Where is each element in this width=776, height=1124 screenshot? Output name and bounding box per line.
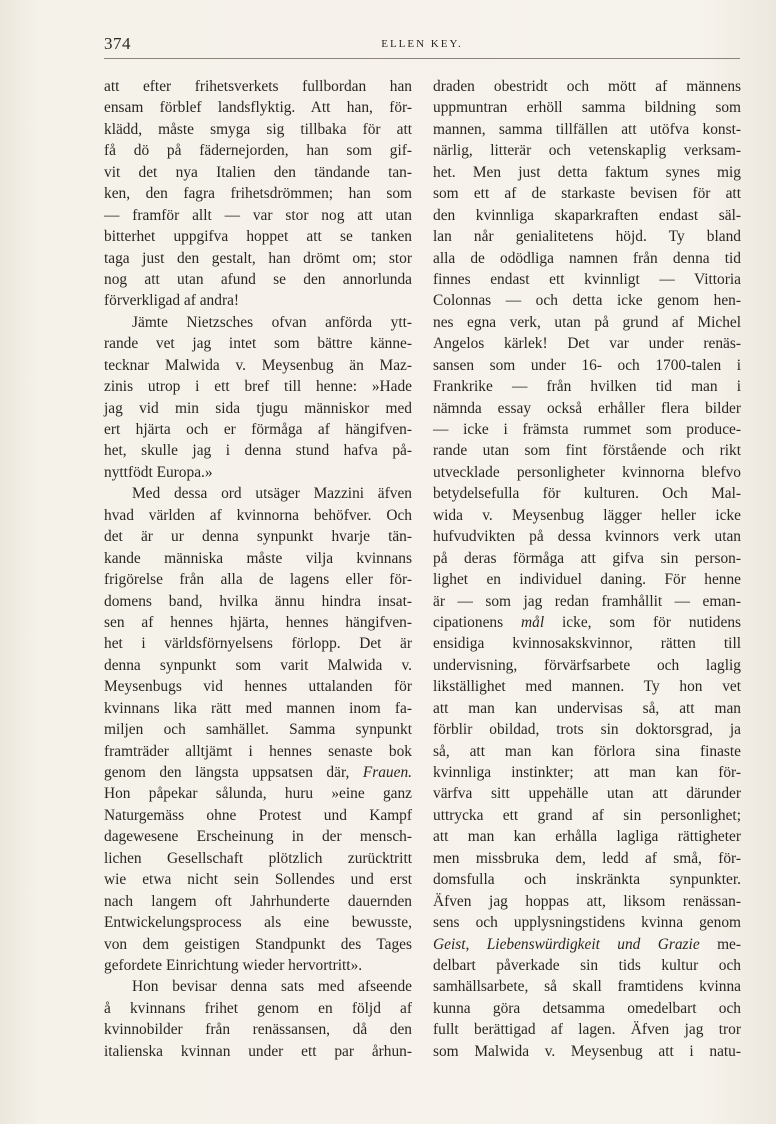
text-line <box>433 1019 741 1040</box>
text-line <box>433 891 741 912</box>
line-text: ensidiga kvinnosakskvinnor, rätten till <box>433 635 741 653</box>
text-line <box>104 891 412 912</box>
text-line <box>104 805 412 826</box>
text-line <box>433 376 741 397</box>
text-line <box>433 269 741 290</box>
italic-text: Geist, Liebenswürdigkeit und Grazie <box>433 935 700 953</box>
line-text: Hon påpekar sålunda, huru »eine ganz <box>104 785 412 803</box>
line-text: genom den längsta uppsatsen där, <box>104 764 350 781</box>
line-text: närlig, litterär och vetenskaplig verksam- <box>433 142 741 160</box>
line-text: kande människa måste vilja kvinnans <box>104 549 412 567</box>
line-text: wie etwa nicht sein Sollendes und erst <box>104 871 412 889</box>
line-text: Hon bevisar denna sats med afseende <box>132 978 412 996</box>
text-line <box>104 976 412 997</box>
text-line <box>433 440 741 461</box>
line-text: icke, som för nutidens <box>562 613 741 631</box>
line-text: dagewesene Erscheinung in der mensch- <box>104 828 412 846</box>
line-text: het. Men just detta faktum synes mig <box>433 163 741 181</box>
text-line <box>104 269 412 290</box>
text-line <box>433 462 741 483</box>
line-text: sens och upplysningstidens kvinna genom <box>433 914 741 932</box>
line-text: zinis utrop i ett bref till henne: »Hade <box>104 378 412 396</box>
line-text: men missbruka dem, ledd af små, för- <box>433 849 741 867</box>
text-line <box>104 505 412 526</box>
text-line <box>104 783 412 804</box>
text-line <box>104 419 412 440</box>
text-line <box>104 655 412 676</box>
text-line <box>433 762 741 783</box>
text-line <box>433 162 741 183</box>
line-text: Entwickelungsprocess als eine bewusste, <box>104 914 412 932</box>
text-line <box>104 462 412 483</box>
text-line <box>433 312 741 333</box>
text-line <box>433 483 741 504</box>
text-line <box>433 548 741 569</box>
line-text: lan når genialitetens höjd. Ty bland <box>433 228 741 246</box>
text-line <box>433 934 741 955</box>
line-text: nes egna verk, utan på grund af Michel <box>433 313 741 331</box>
text-line <box>433 676 741 697</box>
line-text: domens band, hvilka ännu hindra insat- <box>104 592 412 610</box>
line-text: finnes endast ett kvinnligt — Vittoria <box>433 270 741 288</box>
line-text: lighet en individuel daning. För henne <box>433 571 741 589</box>
text-line <box>104 333 412 354</box>
line-text: rande vet jag intet som bättre känne- <box>104 335 412 353</box>
line-text: betydelsefulla för kulturen. Och Mal- <box>433 485 741 503</box>
line-text: är — som jag redan framhållit — eman- <box>433 592 741 610</box>
text-line <box>104 290 412 311</box>
text-line <box>433 912 741 933</box>
line-text: ken, den fagra frihetsdrömmen; han som <box>104 185 412 203</box>
text-line <box>104 762 412 783</box>
line-text: — icke i främsta rummet som produce- <box>433 421 741 438</box>
running-head: ELLEN KEY. <box>381 38 463 50</box>
text-line <box>433 976 741 997</box>
line-text: fullt berättigad af lagen. Äfven jag tror <box>433 1021 741 1039</box>
line-text: gefordete Einrichtung wieder hervortritt». <box>104 956 363 974</box>
line-text: Jämte Nietzsches ofvan anförda ytt- <box>132 313 412 331</box>
page-header <box>104 34 740 58</box>
line-text: som Malwida v. Meysenbug att i natu- <box>433 1042 741 1060</box>
text-line <box>104 569 412 590</box>
line-text: nämnda essay också erhåller flera bilder <box>433 399 741 417</box>
line-text: förblir obildad, trots sin doktorsgrad, ja <box>433 721 741 739</box>
line-text: Naturgemäss ohne Protest und Kampf <box>104 806 412 824</box>
text-line <box>104 633 412 654</box>
line-text: mannen, samma tillfällen att utöfva konst- <box>433 120 741 138</box>
line-text: framträder alltjämt i hennes senaste bok <box>104 742 412 760</box>
line-text: kunna göra detsamma omedelbart och <box>433 999 741 1017</box>
text-line <box>433 741 741 762</box>
line-text: denna synpunkt som varit Malwida v. <box>104 656 412 674</box>
text-line <box>104 526 412 547</box>
text-line <box>433 826 741 847</box>
text-line <box>433 505 741 526</box>
text-line <box>433 612 741 633</box>
text-line <box>104 591 412 612</box>
line-text: Äfven jag hoppas att, liksom renässan- <box>433 892 741 910</box>
text-line <box>104 719 412 740</box>
text-line <box>433 290 741 311</box>
text-line <box>104 955 412 976</box>
line-text: samhällsarbete, så skall framtidens kvinna <box>433 978 741 996</box>
text-line <box>433 569 741 590</box>
line-text: kvinnobilder från renässansen, då den <box>104 1021 412 1039</box>
text-line <box>104 612 412 633</box>
line-text: von dem geistigen Standpunkt des Tages <box>104 935 412 953</box>
line-text: så, att man kan förlora sina finaste <box>433 742 741 760</box>
line-text: att efter frihetsverkets fullbordan han <box>104 78 412 95</box>
text-line <box>104 162 412 183</box>
line-text: — framför allt — var stor nog att utan <box>104 206 412 224</box>
text-line <box>433 419 741 440</box>
text-line <box>104 76 412 97</box>
text-line <box>104 912 412 933</box>
text-line <box>433 1041 741 1062</box>
line-text: å kvinnans frihet genom en följd af <box>104 999 412 1017</box>
text-line <box>104 483 412 504</box>
text-line <box>104 741 412 762</box>
line-text: ert hjärta och er förmåga af hängifven- <box>104 421 412 438</box>
line-text: me- <box>717 935 741 953</box>
text-line <box>433 998 741 1019</box>
right-column <box>433 76 741 1062</box>
header-rule <box>104 58 740 59</box>
line-text: som ett af de starkaste bevisen för att <box>433 185 741 203</box>
text-line <box>104 826 412 847</box>
line-text: uppmuntran erhöll samma bildning som <box>433 99 741 117</box>
text-line <box>104 998 412 1019</box>
line-text: värfva sitt uppehälle utan att därunder <box>433 785 741 803</box>
line-text: ensam förblef landsflyktig. Att han, för- <box>104 99 412 117</box>
text-line <box>433 848 741 869</box>
text-line <box>104 676 412 697</box>
text-line <box>104 376 412 397</box>
line-text: alla de odödliga namnen från denna tid <box>433 249 741 267</box>
line-text: domsfulla och inskränkta synpunkter. <box>433 871 741 889</box>
text-line <box>433 398 741 419</box>
text-line <box>104 205 412 226</box>
line-text: klädd, måste smyga sig tillbaka för att <box>104 120 412 138</box>
line-text: kvinnans lika rätt med mannen inom fa- <box>104 699 412 717</box>
page-number: 374 <box>104 34 131 53</box>
line-text: Meysenbugs vid hennes uttalanden för <box>104 678 412 696</box>
text-line <box>104 869 412 890</box>
text-line <box>104 698 412 719</box>
line-text: sansen som under 16- och 1700-talen i <box>433 356 741 374</box>
line-text: undervisning, förvärfsarbete och laglig <box>433 656 741 674</box>
line-text: Frankrike — från hvilken tid man i <box>433 378 741 396</box>
text-line <box>104 1041 412 1062</box>
text-line <box>104 398 412 419</box>
text-line <box>104 226 412 247</box>
line-text: frigörelse från alla de lagens eller för- <box>104 571 412 589</box>
italic-text: Frauen. <box>362 764 412 781</box>
line-text: på deras förmåga att gifva sin person- <box>433 549 741 567</box>
text-line <box>433 633 741 654</box>
line-text: hufvudvikten på dessa kvinnors verk utan <box>433 528 741 546</box>
left-column <box>104 76 412 1062</box>
line-text: Colonnas — och detta icke genom hen- <box>433 292 741 310</box>
text-line <box>433 97 741 118</box>
text-line <box>433 140 741 161</box>
line-text: kvinnliga instinkter; att man kan för- <box>433 764 741 781</box>
line-text: rande utan som fint förstående och rikt <box>433 442 741 460</box>
line-text: den kvinnliga skaparkraften endast säl- <box>433 206 741 224</box>
text-line <box>104 355 412 376</box>
line-text: wida v. Meysenbug lägger heller icke <box>433 506 741 524</box>
text-line <box>104 1019 412 1040</box>
text-line <box>104 248 412 269</box>
line-text: lichen Gesellschaft plötzlich zurücktritt <box>104 849 412 867</box>
line-text: taga just den gestalt, han drömt om; stor <box>104 249 412 267</box>
text-line <box>433 955 741 976</box>
text-line <box>433 698 741 719</box>
text-line <box>433 248 741 269</box>
text-line <box>433 719 741 740</box>
text-line <box>433 355 741 376</box>
line-text: draden obestridt och mött af männens <box>433 78 741 95</box>
text-line <box>104 548 412 569</box>
text-line <box>433 119 741 140</box>
line-text: att man kan undervisas så, att man <box>433 699 741 717</box>
text-line <box>433 76 741 97</box>
line-text: hvad världen af kvinnorna behöfver. Och <box>104 506 412 524</box>
line-text: uttrycka ett grand af sin personlighet; <box>433 806 741 824</box>
line-text: förverkligad af andra! <box>104 292 240 310</box>
text-line <box>104 183 412 204</box>
line-text: tecknar Malwida v. Meysenbug än Maz- <box>104 356 412 374</box>
line-text: miljen och samhället. Samma synpunkt <box>104 721 412 739</box>
text-line <box>433 205 741 226</box>
text-line <box>104 440 412 461</box>
line-text: få dö på fädernejorden, han som gif- <box>104 142 412 160</box>
line-text: bitterhet uppgifva hoppet att se tanken <box>104 228 412 246</box>
text-line <box>104 140 412 161</box>
line-text: att man kan erhålla lagliga rättigheter <box>433 828 741 846</box>
line-text: nach langem oft Jahrhunderte dauernden <box>104 892 412 910</box>
text-line <box>433 869 741 890</box>
line-text: delbart påverkade sin tids kultur och <box>433 956 741 974</box>
line-text: nog att utan afund se den annorlunda <box>104 270 412 288</box>
line-text: vit det nya Italien den tändande tan- <box>104 163 412 181</box>
line-text: Med dessa ord utsäger Mazzini äfven <box>132 485 412 503</box>
line-text: nyttfödt Europa.» <box>104 463 213 481</box>
text-line <box>433 333 741 354</box>
text-line <box>433 183 741 204</box>
text-line <box>433 655 741 676</box>
line-text: Angelos kärlek! Det var under renäs- <box>433 335 741 353</box>
text-line <box>433 783 741 804</box>
text-line <box>104 848 412 869</box>
line-text: det är ur denna synpunkt hvarje tän- <box>104 528 412 546</box>
text-line <box>433 526 741 547</box>
text-line <box>433 591 741 612</box>
text-line <box>104 312 412 333</box>
line-text: cipationens <box>433 613 504 631</box>
text-line <box>104 934 412 955</box>
text-line <box>104 97 412 118</box>
line-text: sen af hennes hjärta, hennes hängifven- <box>104 613 412 631</box>
line-text: het, skulle jag i denna stund hafva på- <box>104 442 412 460</box>
line-text: het i världsförnyelsens förlopp. Det är <box>104 635 412 653</box>
line-text: utvecklade personligheter kvinnorna blefvo <box>433 463 741 481</box>
line-text: jag vid min sida tjugu människor med <box>104 399 412 417</box>
text-line <box>104 119 412 140</box>
text-line <box>433 226 741 247</box>
text-line <box>433 805 741 826</box>
line-text: likställighet med mannen. Ty hon vet <box>433 678 741 696</box>
italic-text: mål <box>521 613 545 631</box>
line-text: italienska kvinnan under ett par århun- <box>104 1042 412 1060</box>
